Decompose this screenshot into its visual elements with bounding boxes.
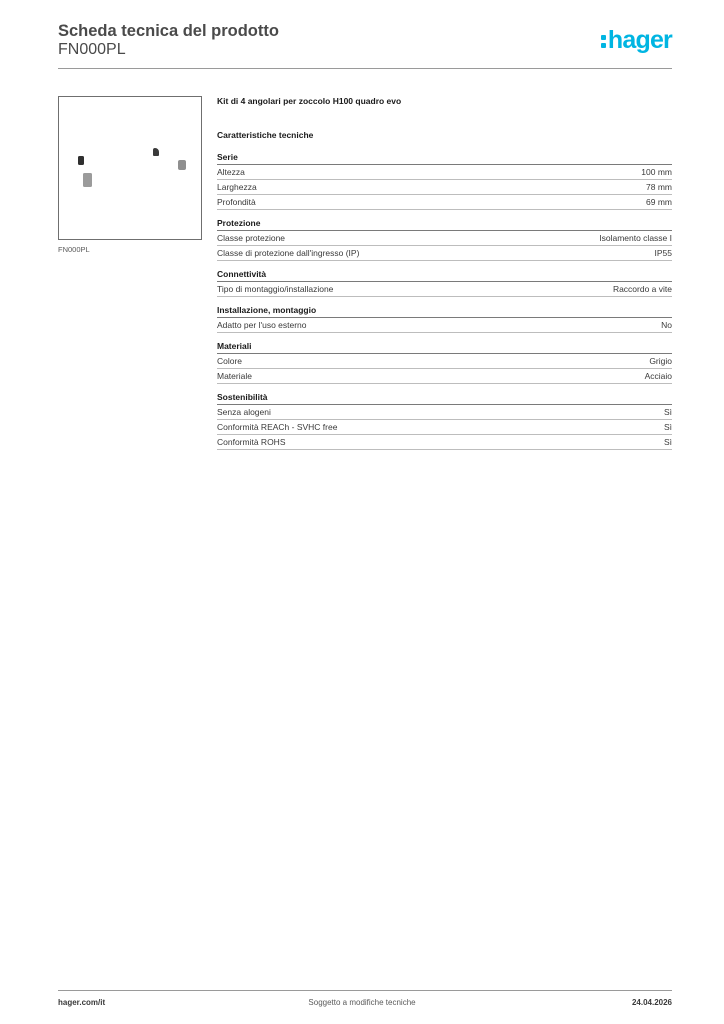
logo-dots-icon	[601, 33, 606, 49]
corner-piece-image	[153, 148, 159, 156]
spec-row	[217, 354, 672, 369]
spec-label: Colore	[217, 356, 243, 366]
spec-section	[217, 217, 672, 261]
spec-value: Acciaio	[644, 371, 672, 381]
spec-row	[217, 405, 672, 420]
spec-value: No	[661, 320, 672, 330]
logo-text: hager	[607, 26, 672, 54]
spec-label: Classe protezione	[217, 233, 286, 243]
footer-notice: Soggetto a modifiche tecniche	[308, 998, 416, 1007]
spec-section	[217, 340, 672, 384]
spec-label: Classe di protezione dall'ingresso (IP)	[217, 248, 360, 258]
spec-label: Conformità REACh - SVHC free	[217, 422, 338, 432]
spec-section	[217, 268, 672, 297]
spec-section	[217, 304, 672, 333]
page-header	[58, 20, 672, 68]
spec-row	[217, 165, 672, 180]
product-name: Kit di 4 angolari per zoccolo H100 quadro evo	[217, 96, 402, 106]
spec-value: Sì	[663, 422, 672, 432]
product-image	[58, 96, 202, 240]
product-code: FN000PL	[58, 41, 126, 58]
spec-row	[217, 246, 672, 261]
spec-label: Profondità	[217, 197, 256, 207]
corner-piece-image	[178, 160, 186, 170]
hager-logo	[601, 28, 672, 53]
spec-row	[217, 231, 672, 246]
spec-value: IP55	[654, 248, 672, 258]
spec-value: Sì	[663, 407, 672, 417]
spec-label: Conformità ROHS	[217, 437, 286, 447]
spec-row	[217, 435, 672, 450]
spec-row	[217, 282, 672, 297]
spec-label: Materiale	[217, 371, 252, 381]
spec-label: Altezza	[217, 167, 245, 177]
spec-row	[217, 369, 672, 384]
spec-value: Isolamento classe I	[599, 233, 672, 243]
spec-row	[217, 318, 672, 333]
section-title: Protezione	[217, 217, 672, 231]
spec-content	[217, 95, 672, 457]
spec-section	[217, 151, 672, 210]
section-title: Materiali	[217, 340, 672, 354]
image-caption: FN000PL	[58, 245, 90, 254]
footer-website: hager.com/it	[58, 998, 106, 1007]
spec-value: 78 mm	[646, 182, 672, 192]
header-divider	[58, 68, 672, 69]
spec-value: Grigio	[649, 356, 672, 366]
spec-label: Adatto per l'uso esterno	[217, 320, 307, 330]
section-title: Installazione, montaggio	[217, 304, 672, 318]
corner-piece-image	[83, 173, 92, 187]
footer-date: 24.04.2026	[631, 998, 672, 1007]
spec-value: 69 mm	[646, 197, 672, 207]
spec-label: Tipo di montaggio/installazione	[217, 284, 334, 294]
spec-section	[217, 391, 672, 450]
specs-heading: Caratteristiche tecniche	[217, 130, 314, 140]
footer-divider	[58, 990, 672, 991]
spec-value: Raccordo a vite	[612, 284, 672, 294]
section-title: Connettività	[217, 268, 672, 282]
section-title: Sostenibilità	[217, 391, 672, 405]
spec-row	[217, 195, 672, 210]
spec-value: 100 mm	[641, 167, 672, 177]
corner-piece-image	[78, 156, 84, 165]
section-title: Serie	[217, 151, 672, 165]
spec-sections	[217, 151, 672, 450]
document-title: Scheda tecnica del prodotto	[58, 22, 279, 40]
spec-row	[217, 180, 672, 195]
spec-label: Larghezza	[217, 182, 257, 192]
spec-row	[217, 420, 672, 435]
spec-value: Sì	[663, 437, 672, 447]
spec-label: Senza alogeni	[217, 407, 271, 417]
